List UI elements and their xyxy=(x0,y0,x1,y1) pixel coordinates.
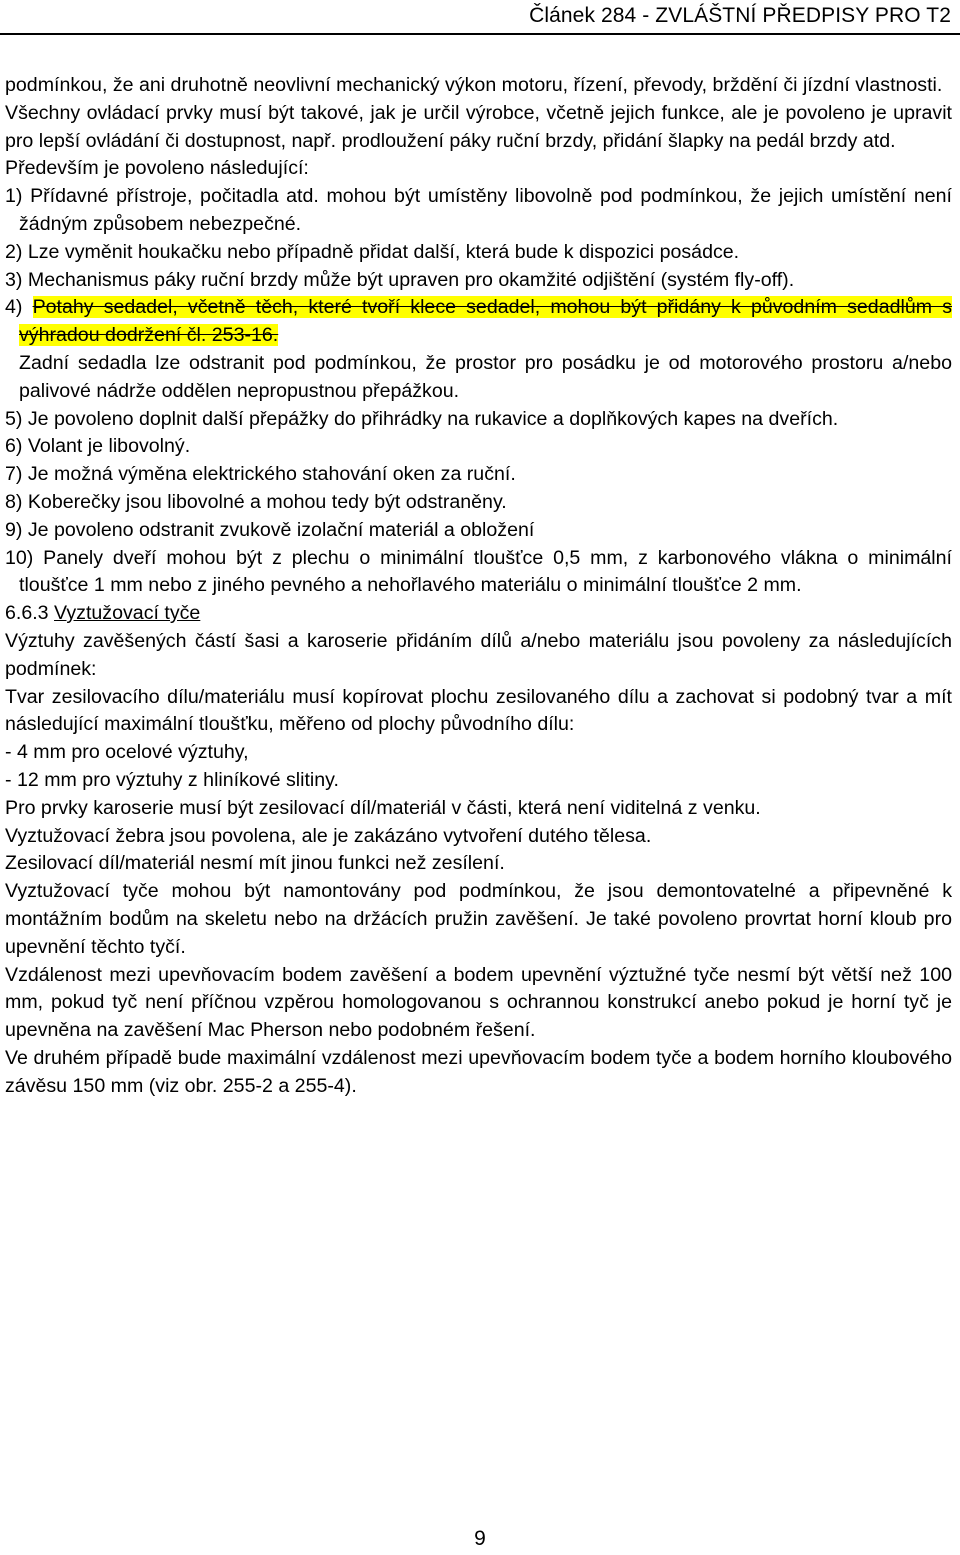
list-item: 3) Mechanismus páky ruční brzdy může být upraven pro okamžité odjištění (systém fly-off). xyxy=(5,268,795,291)
paragraph: - 4 mm pro ocelové výztuhy, xyxy=(5,741,249,764)
paragraph: Tvar zesilovacího dílu/materiálu musí kopírovat plochu zesilovaného dílu a zachovat si podobný tvar a mít následující maximální tloušťku, měřeno od plochy původního dílu: xyxy=(5,685,952,736)
list-item xyxy=(5,294,952,350)
list-item: 8) Koberečky jsou libovolné a mohou tedy být odstraněny. xyxy=(5,490,507,513)
section-number: 6.6.3 xyxy=(5,602,55,625)
paragraph: Výztuhy zavěšených částí šasi a karoserie přidáním dílů a/nebo materiálu jsou povoleny za následujících podmínek: xyxy=(5,629,952,680)
page-header-title: Článek 284 - ZVLÁŠTNÍ PŘEDPISY PRO T2 xyxy=(529,4,951,27)
header-rule xyxy=(0,33,960,35)
list-item: 7) Je možná výměna elektrického stahování oken za ruční. xyxy=(5,463,516,486)
page-number: 9 xyxy=(474,1527,486,1550)
paragraph: Všechny ovládací prvky musí být takové, jak je určil výrobce, včetně jejich funkce, ale je povoleno je upravit pro lepší ovládání či dostupnost, např. prodloužení páky ruční brzdy, přidání šlapky na pedál brzdy atd. xyxy=(5,101,952,152)
paragraph: - 12 mm pro výztuhy z hliníkové slitiny. xyxy=(5,768,339,791)
paragraph: Ve druhém případě bude maximální vzdálenost mezi upevňovacím bodem tyče a bodem horního kloubového závěsu 150 mm (viz obr. 255-2 a 255-4). xyxy=(5,1046,952,1097)
document-body xyxy=(5,72,952,1100)
list-item: 2) Lze vyměnit houkačku nebo případně přidat další, která bude k dispozici posádce. xyxy=(5,240,740,263)
list-item: 9) Je povoleno odstranit zvukově izolační materiál a obložení xyxy=(5,518,535,541)
paragraph: Zesilovací díl/materiál nesmí mít jinou funkci než zesílení. xyxy=(5,852,505,875)
list-item-continuation: Zadní sedadla lze odstranit pod podmínkou, že prostor pro posádku je od motorového prostoru a/nebo palivové nádrže oddělen nepropustnou přepážkou. xyxy=(19,351,952,402)
paragraph: Vyztužovací tyče mohou být namontovány pod podmínkou, že jsou demontovatelné a připevněné k montážním bodům na skeletu nebo na držácích pružin zavěšení. Je také povoleno provrtat horní kloub pro upevnění těchto tyčí. xyxy=(5,880,952,958)
paragraph: Především je povoleno následující: xyxy=(5,157,309,180)
paragraph: podmínkou, že ani druhotně neovlivní mechanický výkon motoru, řízení, převody, brždění či jízdní vlastnosti. xyxy=(5,74,943,96)
list-item: 1) Přídavné přístroje, počitadla atd. mohou být umístěny libovolně pod podmínkou, že jejich umístění není žádným způsobem nebezpečné. xyxy=(5,185,952,235)
section-heading xyxy=(5,600,952,628)
highlighted-struck-text: Potahy sedadel, včetně těch, které tvoří klece sedadel, mohou být přidány k původním sedadlům s výhradou dodržení čl. 253-16. xyxy=(19,296,952,347)
list-item-number: 4) xyxy=(5,296,33,319)
section-title: Vyztužovací tyče xyxy=(54,602,201,625)
paragraph: Vyztužovací žebra jsou povolena, ale je zakázáno vytvoření dutého tělesa. xyxy=(5,824,652,847)
list-item: 10) Panely dveří mohou být z plechu o minimální tloušťce 0,5 mm, z karbonového vlákna o minimální tloušťce 1 mm nebo z jiného pevného a nehořlavého materiálu o minimální tloušťce 2 mm. xyxy=(5,546,952,597)
list-item: 5) Je povoleno doplnit další přepážky do přihrádky na rukavice a doplňkových kapes na dveřích. xyxy=(5,407,839,430)
list-item: 6) Volant je libovolný. xyxy=(5,435,191,458)
paragraph: Vzdálenost mezi upevňovacím bodem zavěšení a bodem upevnění výztužné tyče nesmí být větší než 100 mm, pokud tyč není příčnou vzpěrou homologovanou s ochrannou konstrukcí anebo pokud je horní tyč je upevněna na zavěšení Mac Pherson nebo podobném řešení. xyxy=(5,963,952,1042)
paragraph: Pro prvky karoserie musí být zesilovací díl/materiál v části, která není viditelná z venku. xyxy=(5,796,761,819)
